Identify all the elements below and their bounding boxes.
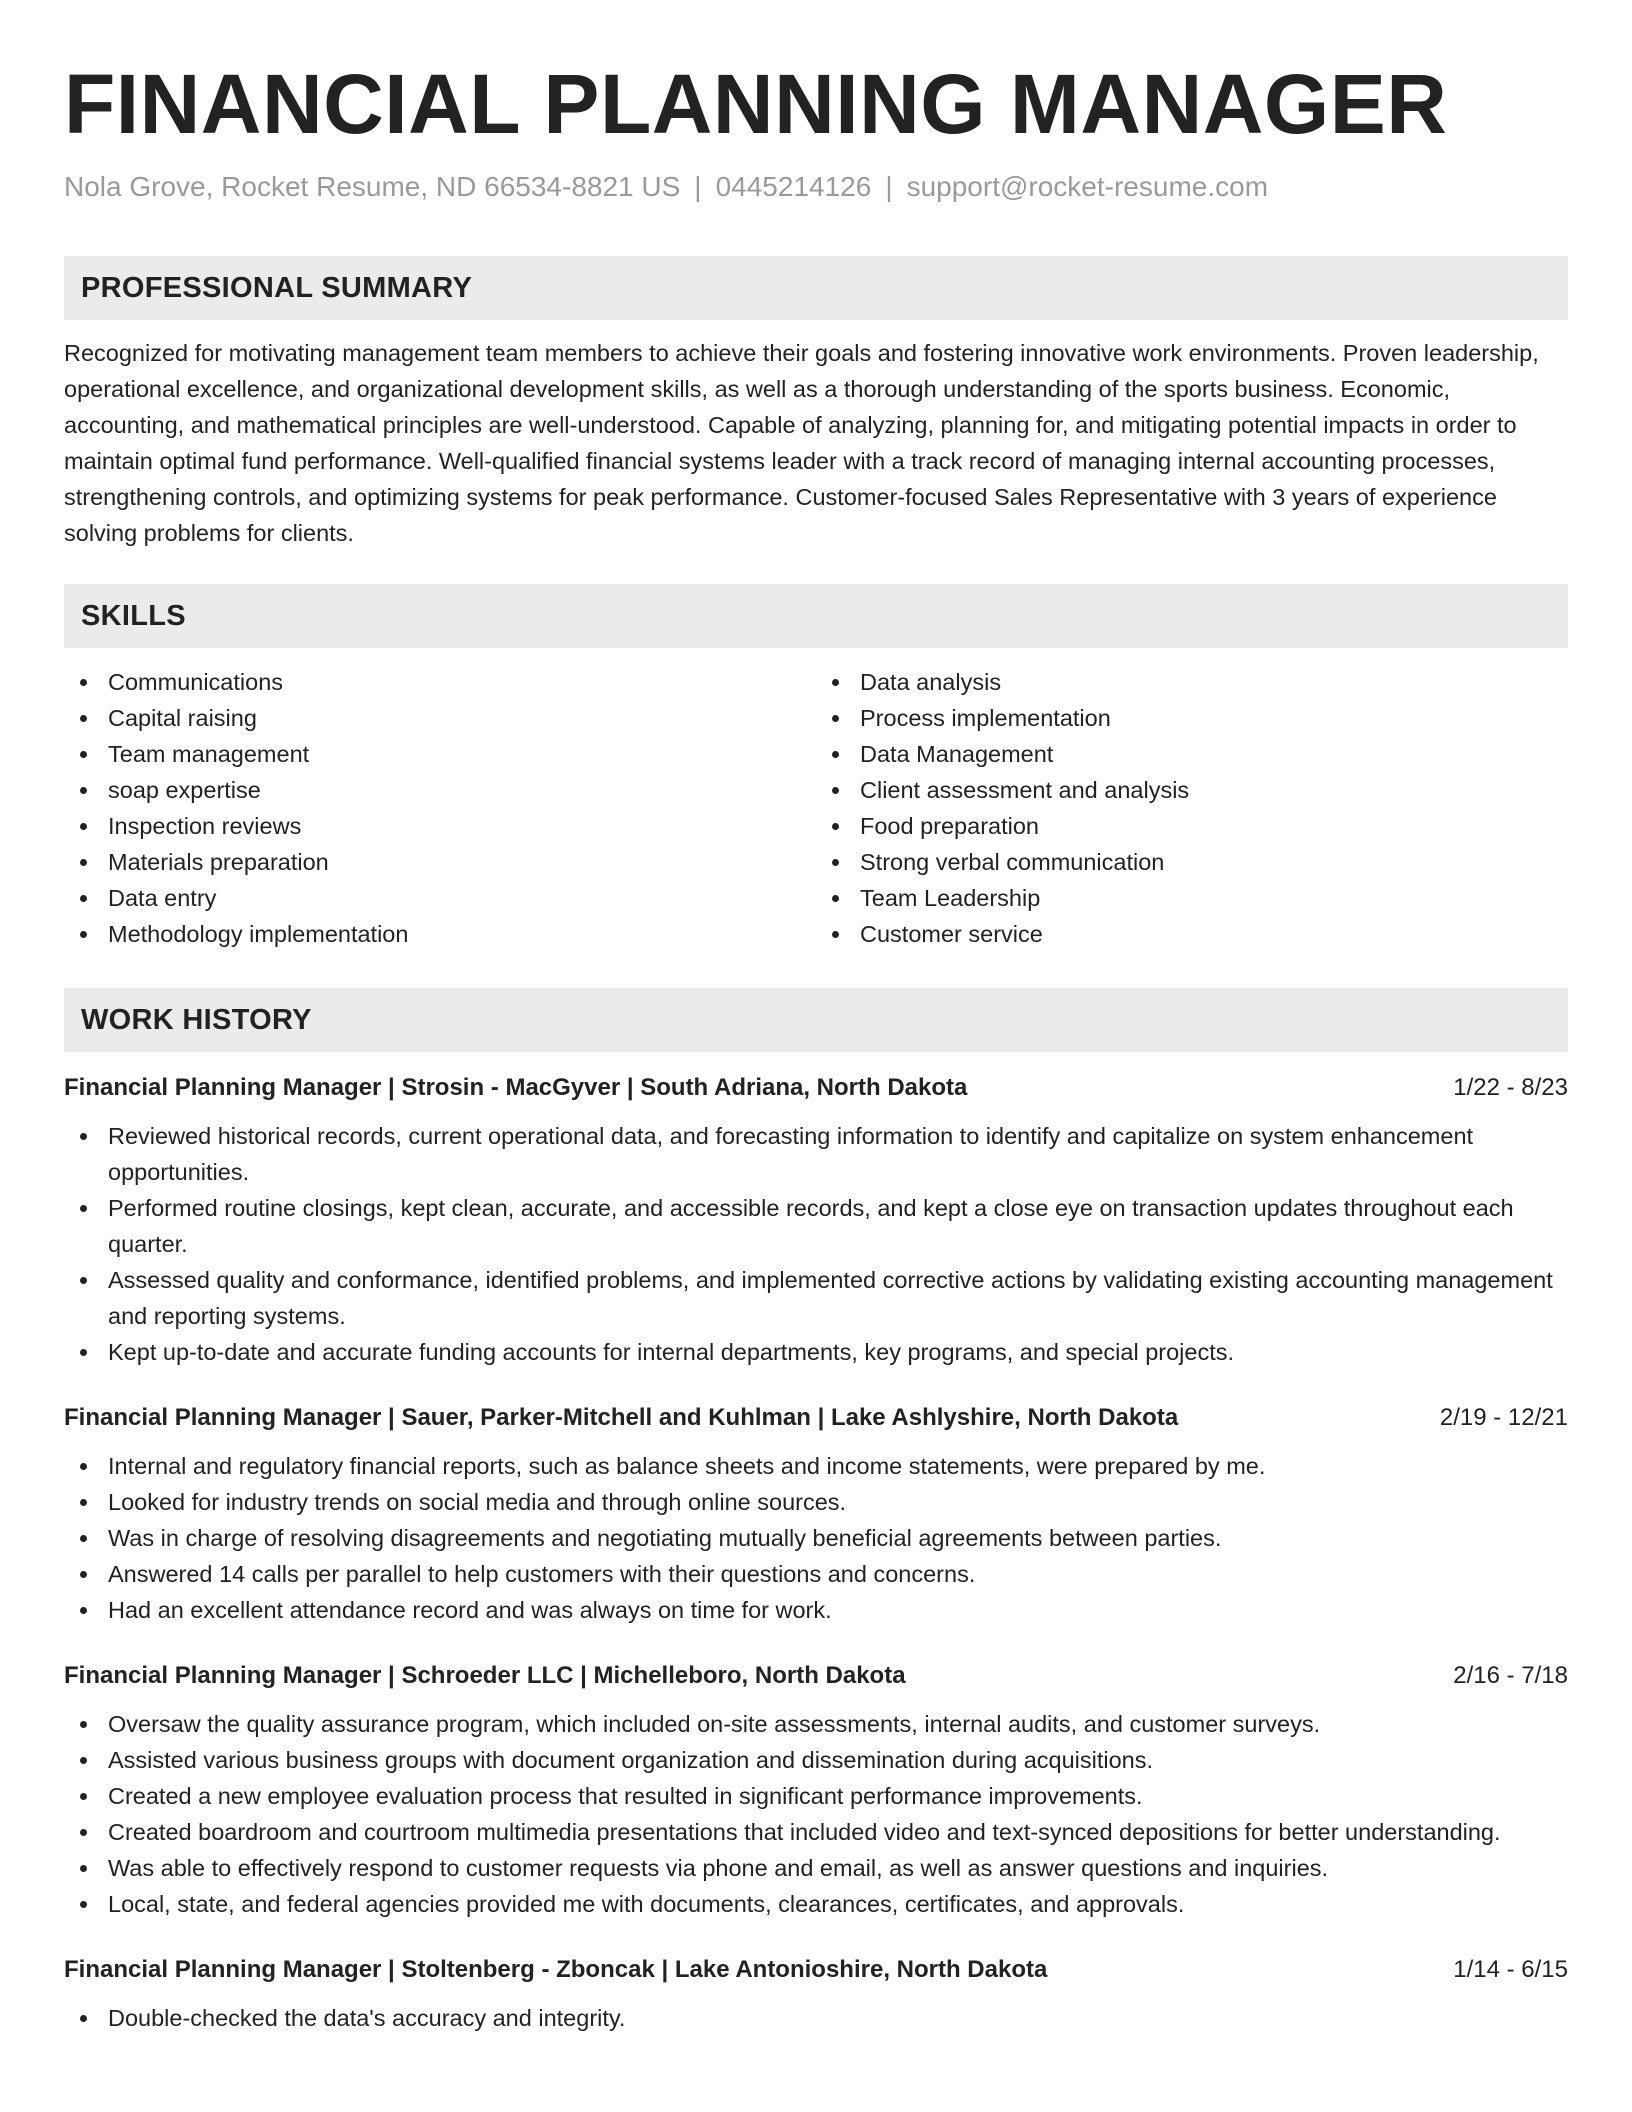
job-bullet: Local, state, and federal agencies provided me with documents, clearances, certificates, and approvals. — [108, 1886, 1568, 1922]
skills-column-left — [64, 664, 816, 952]
skill-item: Data analysis — [860, 664, 1568, 700]
skills-heading: SKILLS — [64, 584, 1568, 648]
job-title: Financial Planning Manager | Schroeder LLC | Michelleboro, North Dakota — [64, 1662, 906, 1689]
job-bullets — [64, 1118, 1568, 1370]
job-dates: 1/22 - 8/23 — [1453, 1074, 1568, 1101]
skill-item: Food preparation — [860, 808, 1568, 844]
job-entry — [64, 1660, 1568, 1922]
job-entry — [64, 1954, 1568, 2036]
job-bullet: Assisted various business groups with document organization and dissemination during acquisitions. — [108, 1742, 1568, 1778]
skill-item: Methodology implementation — [108, 916, 816, 952]
skill-item: soap expertise — [108, 772, 816, 808]
job-bullet: Created a new employee evaluation process that resulted in significant performance improvements. — [108, 1778, 1568, 1814]
skill-item: Communications — [108, 664, 816, 700]
job-header — [64, 1072, 1568, 1104]
job-bullets — [64, 1706, 1568, 1922]
skill-item: Strong verbal communication — [860, 844, 1568, 880]
job-bullet: Created boardroom and courtroom multimedia presentations that included video and text-synced depositions for better understanding. — [108, 1814, 1568, 1850]
skill-item: Process implementation — [860, 700, 1568, 736]
skill-item: Capital raising — [108, 700, 816, 736]
job-bullet: Double-checked the data's accuracy and integrity. — [108, 2000, 1568, 2036]
job-bullet: Answered 14 calls per parallel to help customers with their questions and concerns. — [108, 1556, 1568, 1592]
job-bullet: Had an excellent attendance record and was always on time for work. — [108, 1592, 1568, 1628]
job-title: Financial Planning Manager | Sauer, Parker-Mitchell and Kuhlman | Lake Ashlyshire, North Dakota — [64, 1404, 1179, 1431]
job-header — [64, 1660, 1568, 1692]
job-header — [64, 1402, 1568, 1434]
job-bullet: Reviewed historical records, current operational data, and forecasting information to identify and capitalize on system enhancement opportunities. — [108, 1118, 1568, 1190]
job-bullets — [64, 1448, 1568, 1628]
job-bullet: Internal and regulatory financial reports, such as balance sheets and income statements, were prepared by me. — [108, 1448, 1568, 1484]
job-bullet: Kept up-to-date and accurate funding accounts for internal departments, key programs, and special projects. — [108, 1334, 1568, 1370]
skill-item: Client assessment and analysis — [860, 772, 1568, 808]
job-header — [64, 1954, 1568, 1986]
job-bullet: Looked for industry trends on social media and through online sources. — [108, 1484, 1568, 1520]
resume-title: FINANCIAL PLANNING MANAGER — [64, 57, 1448, 151]
work-history-heading: WORK HISTORY — [64, 988, 1568, 1052]
contact-separator: | — [694, 171, 702, 202]
job-bullet: Performed routine closings, kept clean, accurate, and accessible records, and kept a close eye on transaction updates throughout each quarter. — [108, 1190, 1568, 1262]
job-dates: 1/14 - 6/15 — [1453, 1956, 1568, 1983]
skill-item: Data entry — [108, 880, 816, 916]
contact-phone: 0445214126 — [715, 171, 872, 202]
skill-item: Customer service — [860, 916, 1568, 952]
job-bullet: Assessed quality and conformance, identified problems, and implemented corrective actions by validating existing accounting management and reporting systems. — [108, 1262, 1568, 1334]
skill-item: Materials preparation — [108, 844, 816, 880]
skills-column-right — [816, 664, 1568, 952]
skill-item: Data Management — [860, 736, 1568, 772]
job-entry — [64, 1072, 1568, 1370]
job-bullet: Oversaw the quality assurance program, which included on-site assessments, internal audits, and customer surveys. — [108, 1706, 1568, 1742]
job-title: Financial Planning Manager | Stoltenberg - Zboncak | Lake Antonioshire, North Dakota — [64, 1956, 1048, 1983]
summary-heading: PROFESSIONAL SUMMARY — [64, 256, 1568, 320]
job-bullet: Was able to effectively respond to customer requests via phone and email, as well as answer questions and inquiries. — [108, 1850, 1568, 1886]
summary-text: Recognized for motivating management team members to achieve their goals and fostering innovative work environments. Proven leadership, operational excellence, and organizational development skills, as well as a thorough understanding of the sports business. Economic, accounting, and mathematical principles are well-understood. Capable of analyzing, planning for, and mitigating potential impacts in order to maintain optimal fund performance. Well-qualified financial systems leader with a track record of managing internal accounting processes, strengthening controls, and optimizing systems for peak performance. Customer-focused Sales Representative with 3 years of experience solving problems for clients. — [64, 340, 1539, 546]
job-entry — [64, 1402, 1568, 1628]
skill-item: Team management — [108, 736, 816, 772]
job-bullet: Was in charge of resolving disagreements and negotiating mutually beneficial agreements between parties. — [108, 1520, 1568, 1556]
contact-line — [64, 170, 1568, 204]
job-title: Financial Planning Manager | Strosin - MacGyver | South Adriana, North Dakota — [64, 1074, 968, 1101]
contact-separator: | — [885, 171, 893, 202]
job-dates: 2/16 - 7/18 — [1453, 1662, 1568, 1689]
contact-address: Nola Grove, Rocket Resume, ND 66534-8821 US — [64, 171, 681, 202]
job-bullets — [64, 2000, 1568, 2036]
skill-item: Inspection reviews — [108, 808, 816, 844]
contact-email: support@rocket-resume.com — [906, 171, 1269, 202]
skill-item: Team Leadership — [860, 880, 1568, 916]
skills-list — [64, 664, 1568, 952]
job-dates: 2/19 - 12/21 — [1439, 1404, 1568, 1431]
